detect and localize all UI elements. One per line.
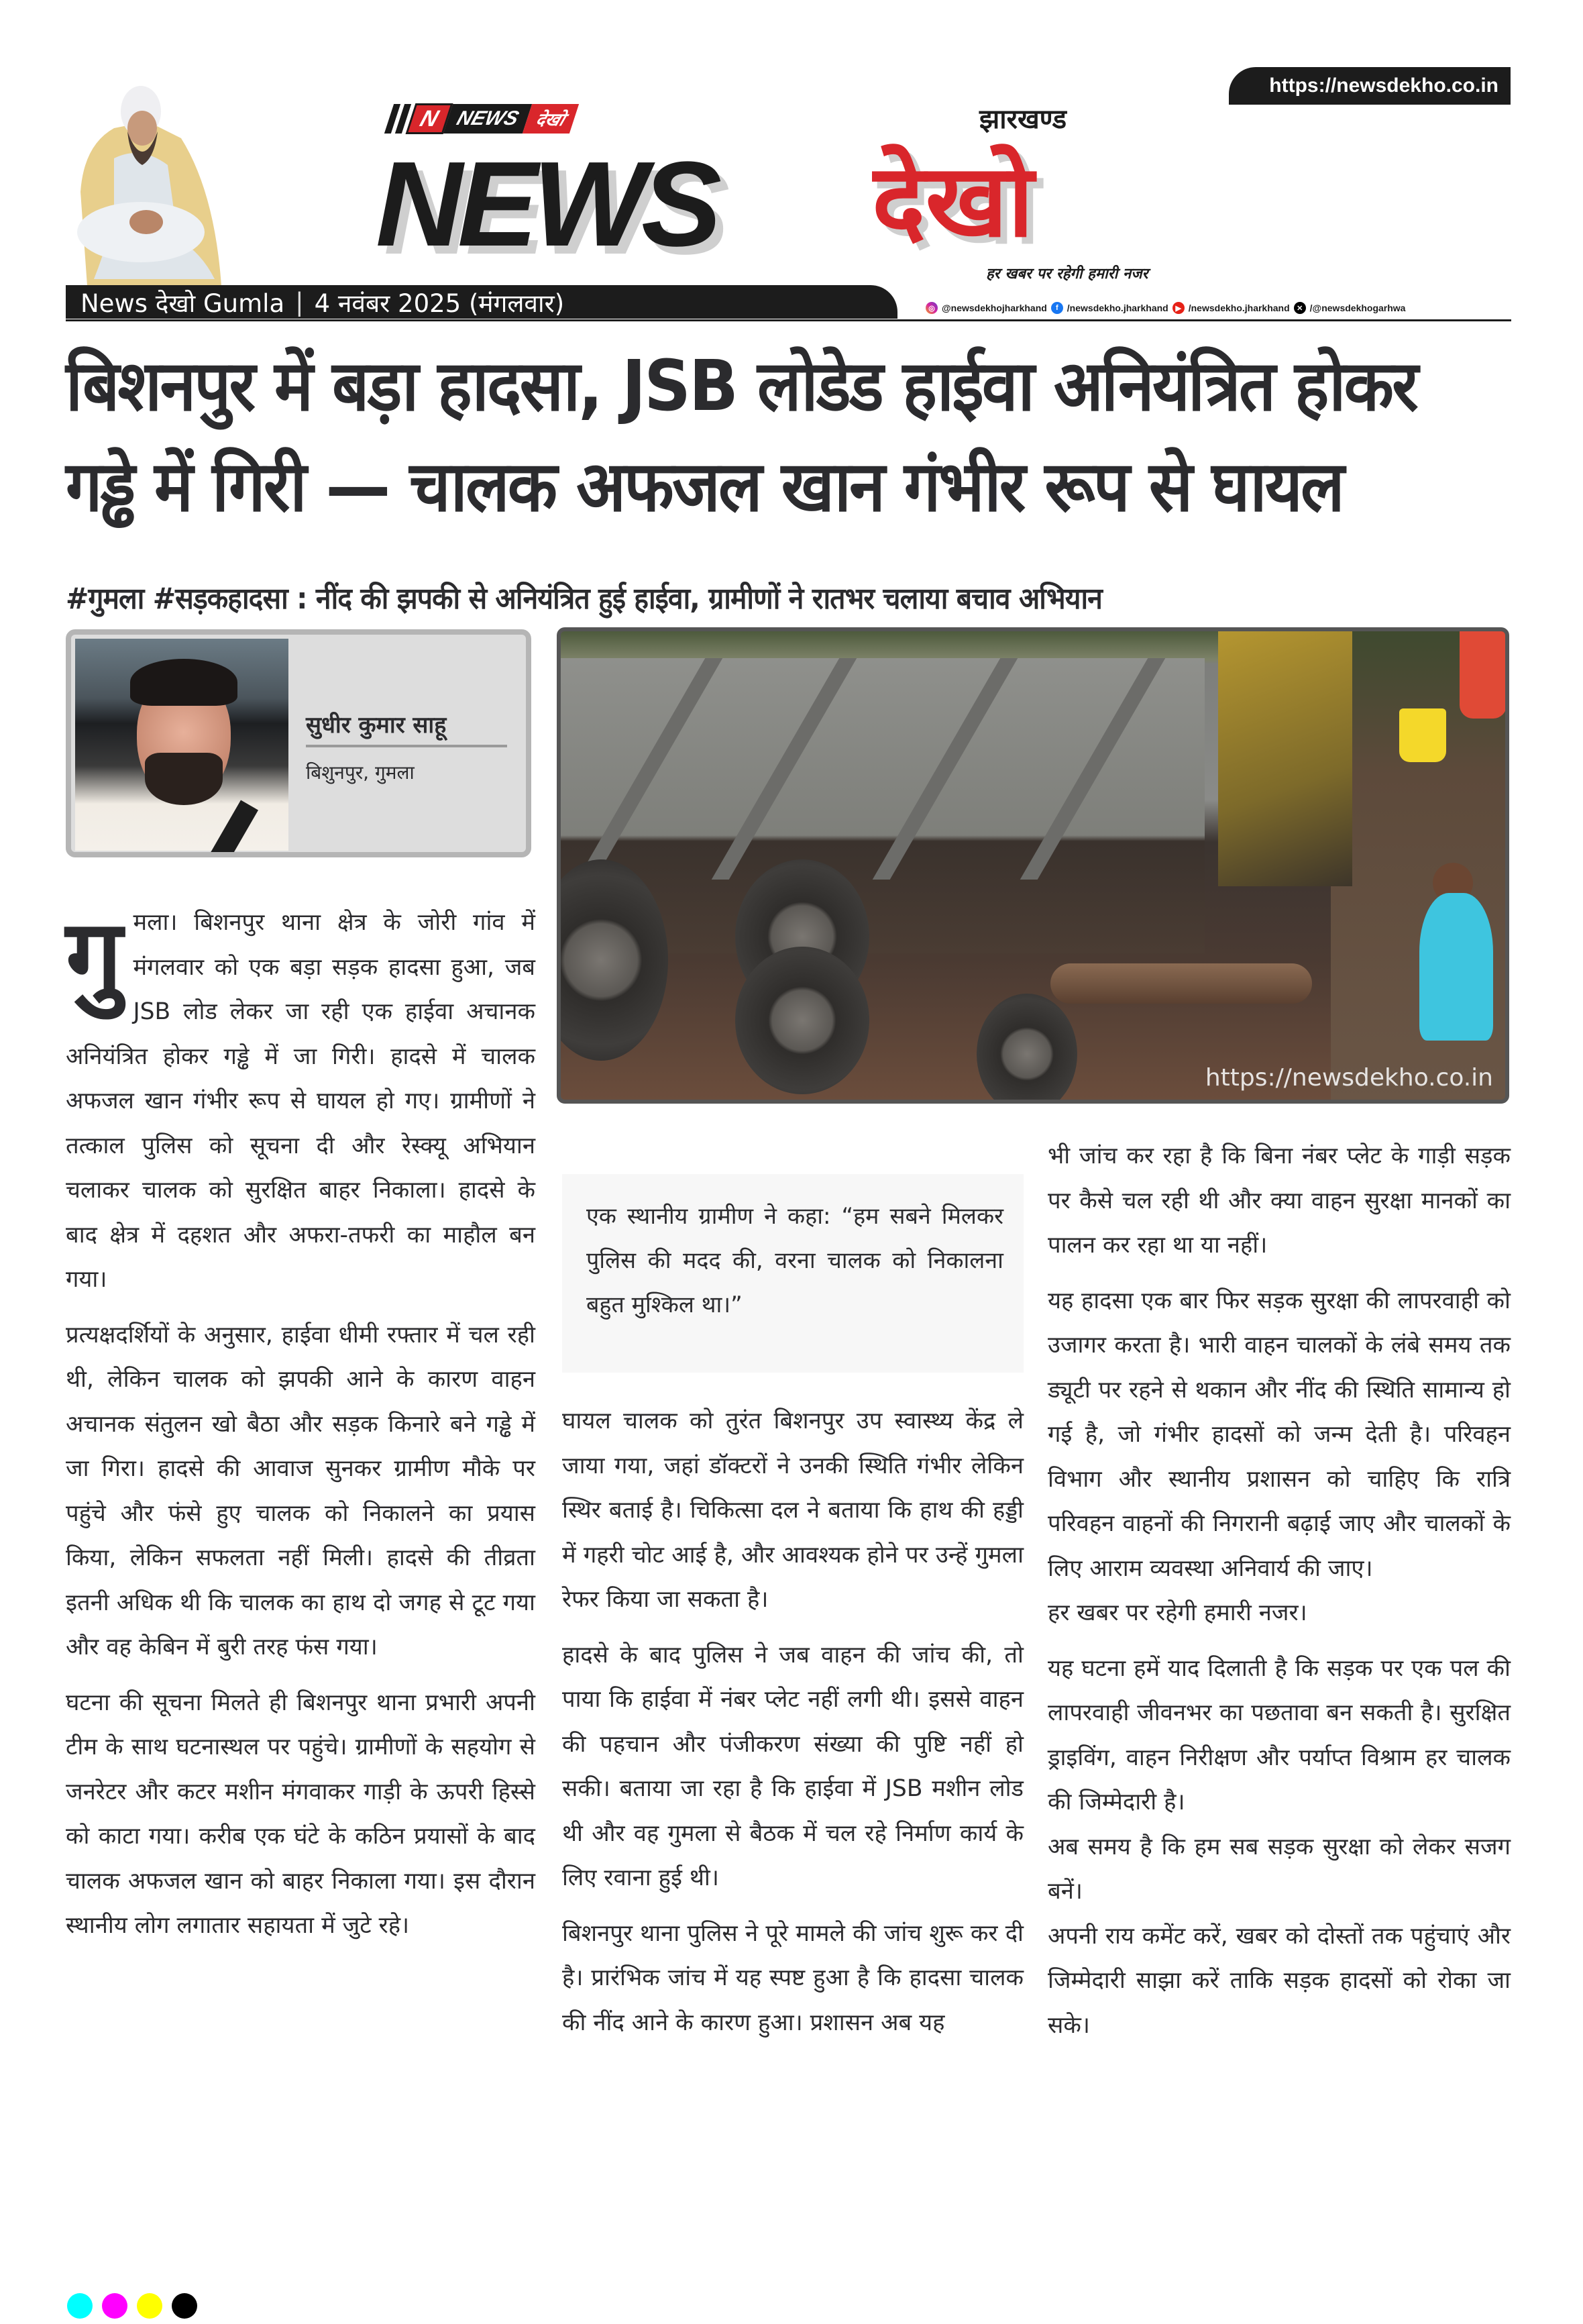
article-paragraph: अब समय है कि हम सब सड़क सुरक्षा को लेकर सजग बनें।	[1048, 1833, 1511, 1905]
saint-illustration	[67, 64, 241, 286]
cmyk-registration-marks	[67, 2293, 197, 2319]
article-paragraph: घायल चालक को तुरंत बिशनपुर उप स्वास्थ्य केंद्र ले जाया गया, जहां डॉक्टरों ने उनकी स्थिति गंभीर लेकिन स्थिर बताई है। चिकित्सा दल ने बताया कि हाथ की हड्डी में गहरी चोट आई है, और आवश्यक होने पर उन्हें गुमला रेफर किया जा सकता है।	[562, 1408, 1024, 1613]
cyan-dot-icon	[67, 2293, 93, 2319]
article-paragraph: हादसे के बाद पुलिस ने जब वाहन की जांच की, तो पाया कि हाईवा में नंबर प्लेट नहीं लगी थी। इससे वाहन की पहचान और पंजीकरण संख्या की पुष्टि नहीं हो सकी। बताया जा रहा है कि हाईवा में JSB मशीन लोड थी और वह गुमला से बैठक में चल रहे निर्माण कार्य के लिए रवाना हुई थी।	[562, 1641, 1024, 1891]
rescuer-figure	[1419, 893, 1493, 1041]
logo-n-mark: N	[406, 103, 453, 134]
edition-date-bar	[66, 285, 897, 319]
article-column-2	[562, 1399, 1024, 2056]
social-handle-facebook[interactable]: /newsdekho.jharkhand	[1067, 303, 1168, 313]
article-column-3	[1048, 1134, 1511, 2058]
article-subheadline: #गुमला #सड़कहादसा : नींद की झपकी से अनियंत्रित हुई हाईवा, ग्रामीणों ने रातभर चलाया बचाव अभियान	[66, 582, 1102, 616]
small-brand-logo	[389, 104, 574, 134]
accident-photo	[557, 627, 1509, 1104]
pull-quote-text: एक स्थानीय ग्रामीण ने कहा: “हम सबने मिलकर पुलिस की मदद की, वरना चालक को निकालना बहुत मुश्किल था।”	[586, 1203, 1003, 1318]
logo-stripes	[389, 104, 406, 134]
logo-news-text: NEWS	[443, 104, 532, 134]
masthead-tagline: हर खबर पर रहेगी हमारी नजर	[986, 266, 1148, 282]
article-paragraph: बिशनपुर थाना पुलिस ने पूरे मामले की जांच शुरू कर दी है। प्रारंभिक जांच में यह स्पष्ट हुआ है कि हादसा चालक की नींद आने के कारण हुआ। प्रशासन अब यह	[562, 1919, 1024, 2036]
edition-name: News देखो Gumla	[80, 288, 285, 318]
article-paragraph: घटना की सूचना मिलते ही बिशनपुर थाना प्रभारी अपनी टीम के साथ घटनास्थल पर पहुंचे। ग्रामीणों के सहयोग से जनरेटर और कटर मशीन मंगवाकर गाड़ी के ऊपरी हिस्से को काटा गया। करीब एक घंटे के कठिन प्रयासों के बाद चालक अफजल खान को बाहर निकाला गया। इस दौरान स्थानीय लोग लगातार सहायता में जुटे रहे।	[66, 1689, 535, 1939]
author-photo	[75, 639, 288, 851]
paragraph-text: मला। बिशनपुर थाना क्षेत्र के जोरी गांव में मंगलवार को एक बड़ा सड़क हादसा हुआ, जब JSB लोड लेकर जा रही एक हाईवा अचानक अनियंत्रित होकर गड्ढे में जा गिरी। हादसे में चालक अफजल खान गंभीर रूप से घायल हो गए। ग्रामीणों ने तत्काल पुलिस को सूचना दी और रेस्क्यू अभियान चलाकर चालक को सुरक्षित बाहर निकाला। हादसे के बाद क्षेत्र में दहशत और अफरा-तफरी का माहौल बन गया।	[66, 909, 535, 1293]
edition-date: 4 नवंबर 2025 (मंगलवार)	[314, 288, 565, 318]
article-paragraph	[66, 897, 535, 1302]
truck-cabin	[1218, 631, 1352, 886]
article-headline: बिशनपुर में बड़ा हादसा, JSB लोडेड हाईवा अनियंत्रित होकर गड्ढे में गिरी — चालक अफजल खान गंभीर रूप से घायल	[66, 345, 1417, 527]
author-location: बिशुनपुर, गुमला	[306, 761, 415, 784]
article-paragraph: प्रत्यक्षदर्शियों के अनुसार, हाईवा धीमी रफ्तार में चल रही थी, लेकिन चालक को झपकी आने के कारण वाहन अचानक संतुलन खो बैठा और सड़क किनारे बने गड्ढे में जा गिरा। हादसे की आवाज सुनकर ग्रामीण मौके पर पहुंचे और फंसे हुए चालक को निकालने का प्रयास किया, लेकिन सफलता नहीं मिली। हादसे की तीव्रता इतनी अधिक थी कि चालक का हाथ दो जगह से टूट गया और वह केबिन में बुरी तरह फंस गया।	[66, 1321, 535, 1660]
website-url[interactable]: https://newsdekho.co.in	[1269, 74, 1498, 97]
saint-portrait-icon	[67, 64, 241, 286]
author-box	[66, 629, 531, 857]
facebook-icon[interactable]: f	[1051, 302, 1063, 314]
instagram-icon[interactable]: ◎	[926, 302, 938, 314]
social-links	[926, 302, 1405, 314]
article-paragraph: यह हादसा एक बार फिर सड़क सुरक्षा की लापरवाही को उजागर करता है। भारी वाहन चालकों के लंबे समय तक ड्यूटी पर रहने से थकान और नींद की स्थिति सामान्य हो गई है, जो गंभीर हादसों को जन्म देती है। परिवहन विभाग और स्थानीय प्रशासन को चाहिए कि रात्रि परिवहन वाहनों की निगरानी बढ़ाई जाए और चालकों के लिए आराम व्यवस्था अनिवार्य की जाए।	[1048, 1287, 1511, 1582]
masthead-divider	[66, 319, 1511, 321]
article-paragraph: भी जांच कर रहा है कि बिना नंबर प्लेट के गाड़ी सड़क पर कैसे चल रही थी और क्या वाहन सुरक्षा मानकों का पालन कर रहा था या नहीं।	[1048, 1143, 1511, 1259]
logo-dekho-text: देखो	[523, 104, 579, 134]
photo-watermark: https://newsdekho.co.in	[1205, 1064, 1493, 1092]
social-handle-youtube[interactable]: /newsdekho.jharkhand	[1188, 303, 1290, 313]
masthead-news-wordmark: NEWS	[376, 141, 716, 268]
yellow-dot-icon	[137, 2293, 162, 2319]
pull-quote	[562, 1174, 1024, 1373]
masthead-state-label: झारखण्ड	[979, 104, 1067, 135]
social-handle-instagram[interactable]: @newsdekhojharkhand	[942, 303, 1047, 313]
youtube-icon[interactable]: ▶	[1172, 302, 1185, 314]
website-link[interactable]	[1229, 67, 1511, 105]
drop-cap: गु	[66, 897, 123, 1015]
article-paragraph: यह घटना हमें याद दिलाती है कि सड़क पर एक पल की लापरवाही जीवनभर का पछतावा बन सकती है। सुरक्षित ड्राइविंग, वाहन निरीक्षण और पर्याप्त विश्राम हर चालक की जिम्मेदारी है।	[1048, 1654, 1511, 1815]
x-icon[interactable]: ✕	[1294, 302, 1306, 314]
black-dot-icon	[172, 2293, 197, 2319]
edition-separator: |	[295, 287, 304, 317]
article-call-to-action: अपनी राय कमेंट करें, खबर को दोस्तों तक पहुंचाएं और जिम्मेदारी साझा करें ताकि सड़क हादसों को रोका जा सके।	[1048, 1922, 1511, 2039]
author-name: सुधीर कुमार साहू	[306, 708, 507, 747]
article-slogan: हर खबर पर रहेगी हमारी नजर।	[1048, 1599, 1307, 1626]
social-handle-x[interactable]: /@newsdekhogarhwa	[1309, 303, 1406, 313]
masthead-dekho-wordmark: देखो	[872, 143, 1034, 260]
article-column-1	[66, 897, 535, 1959]
magenta-dot-icon	[102, 2293, 127, 2319]
